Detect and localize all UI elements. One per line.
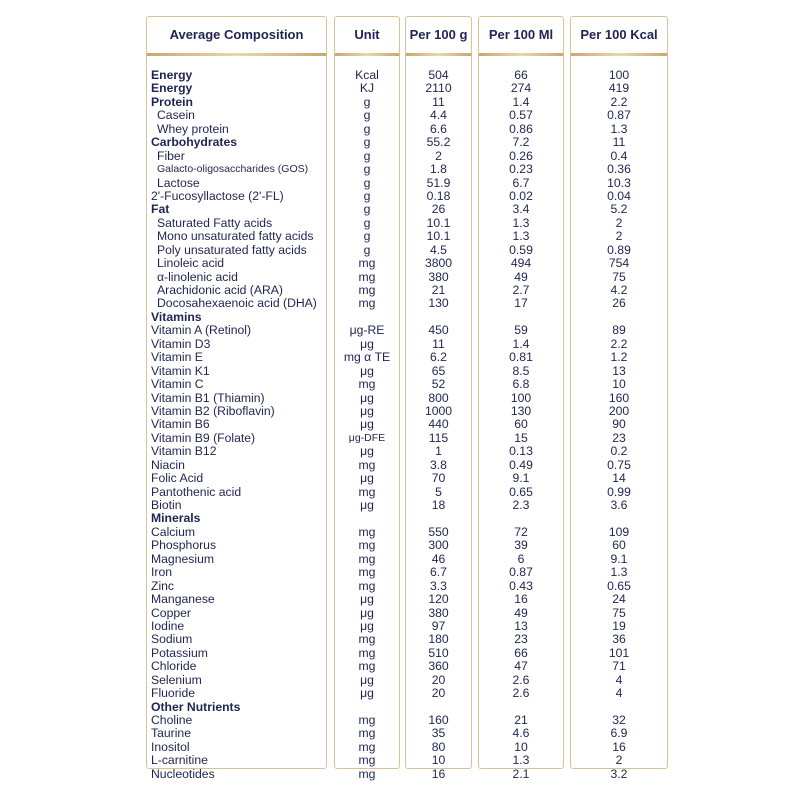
per-100kcal-cell: 0.87 [607,108,631,123]
unit-cell: mg [358,726,376,741]
per-100g-cell: 10.1 [426,229,451,244]
per-100kcal-cell: 0.65 [607,578,631,593]
per-100g-cell: 0.18 [426,188,451,203]
nutrient-name: Galacto-oligosaccharides (GOS) [157,163,309,176]
per-100ml-cell: 2.3 [512,498,530,512]
per-100ml-cell: 1.4 [512,94,530,109]
per-100ml-cell: 130 [510,403,532,418]
per-100kcal-cell: 0.89 [607,242,631,257]
per-100kcal-cell: 3.2 [610,766,628,781]
unit-cell: μg-DFE [348,431,386,444]
header-rule [571,53,667,56]
per-100kcal-cell: 10.3 [607,175,631,190]
nutrient-name: Copper [151,605,191,620]
unit-cell: mg [358,739,376,754]
per-100ml-cell: 6.7 [512,175,530,190]
nutrient-name: Vitamin B2 (Riboflavin) [151,403,275,418]
nutrient-name: Fiber [157,148,185,163]
nutrient-name: Vitamin K1 [151,363,210,378]
per-100kcal-cell: 419 [608,81,630,96]
per-100kcal-cell: 4 [615,672,623,687]
nutrient-name: Iodine [151,618,185,633]
per-100ml-cell: 13 [514,618,528,633]
unit-cell: mg [358,377,376,392]
nutrient-name: Potassium [151,645,208,660]
unit-cell: g [363,175,371,190]
nutrient-name: Carbohydrates [151,135,238,150]
per-100g-cell: 10.1 [426,215,451,230]
per-100kcal-cell: 0.04 [607,188,631,203]
per-100kcal-cell [571,701,667,714]
per-100ml-cell: 66 [514,68,528,82]
per-100kcal-cell: 0.36 [607,162,631,177]
unit-cell [335,701,399,714]
composition-list [147,69,326,781]
per-100g-cell: 300 [428,538,449,553]
per-100g-cell: 70 [431,471,446,486]
per-100ml-cell: 0.13 [509,444,533,459]
per-100ml-cell: 494 [510,256,532,271]
per-100g-cell: 97 [431,618,446,633]
unit-cell: mg [358,713,376,727]
unit-cell: KJ [359,81,375,96]
header-per-100g: Per 100 g [409,27,468,42]
per-100g-cell: 440 [428,417,449,432]
unit-cell: μg [360,498,374,512]
per-100kcal-cell: 2 [615,753,623,768]
unit-cell: g [363,148,371,163]
per-100ml-cell: 0.26 [509,148,533,163]
unit-cell: mg [358,753,376,768]
unit-cell: μg [360,403,374,418]
per-100g-cell: 20 [431,672,446,687]
per-100kcal-cell: 4 [615,686,623,701]
nutrient-name: Nucleotides [151,766,215,781]
nutrient-name: Taurine [151,726,191,741]
per-100ml-cell: 47 [514,659,528,674]
per-100kcal-cell: 16 [612,739,626,754]
unit-cell: mg [358,645,376,660]
per-100g-cell: 1.8 [430,162,447,177]
per-100kcal-cell [571,512,667,525]
unit-cell: μg [360,605,374,620]
column-composition [146,16,327,781]
nutrient-name: Choline [151,713,193,727]
nutrient-name: Fluoride [151,686,196,701]
per-100ml-cell: 2.6 [512,686,530,701]
per-100ml-cell: 2.7 [512,283,530,297]
per-100kcal-cell: 90 [612,417,626,432]
column-unit [334,16,400,781]
per-100kcal-cell: 2 [615,229,623,244]
unit-cell: g [363,188,371,203]
per-100ml-cell: 0.02 [509,188,533,203]
per-100g-cell: 2110 [425,81,452,96]
per-100kcal-cell: 0.4 [610,148,628,163]
nutrient-name: Manganese [151,592,215,607]
nutrient-name: Vitamin B1 (Thiamin) [151,390,265,405]
per-100ml-cell: 72 [514,524,528,539]
per-100ml-cell: 3.4 [512,202,530,217]
per-100g-cell: 20 [431,686,446,701]
per-100ml-cell [479,311,563,324]
per-100g-cell: 26 [431,202,446,217]
per-100ml-cell: 100 [510,390,532,405]
header-per-100kcal: Per 100 Kcal [580,27,658,42]
unit-cell: mg α TE [343,350,391,365]
nutrient-name: α-linolenic acid [157,269,238,284]
per-100kcal-cell: 11 [612,135,626,150]
per-100ml-cell: 0.86 [509,121,533,136]
per-100kcal-cell: 2.2 [610,94,628,109]
per-100g-cell: 504 [428,68,449,82]
per-100g-cell: 6.7 [430,565,447,580]
unit-cell: mg [358,538,376,553]
unit-cell [335,512,399,525]
per-100g-cell: 16 [431,766,446,781]
per-100kcal-cell: 10 [612,377,626,392]
per-100ml-cell: 2.1 [512,766,530,781]
per-100ml-cell: 0.65 [509,484,533,499]
nutrient-name: Fat [151,202,170,217]
unit-cell: μg [360,672,374,687]
unit-cell: μg [360,686,374,701]
unit-list [335,69,399,781]
unit-cell: mg [358,296,376,311]
per-100g-cell: 46 [431,551,446,566]
per-100ml-cell: 6 [517,551,525,566]
per-100ml-cell: 66 [514,645,528,660]
per-100g-cell: 11 [432,336,445,351]
unit-cell: mg [358,457,376,472]
unit-cell: g [363,242,371,257]
per-100ml-cell: 59 [514,323,528,338]
unit-cell: g [363,215,371,230]
per-100ml-cell: 4.6 [512,726,530,741]
per-100kcal-cell: 75 [612,605,626,620]
per-100g-cell: 3800 [424,256,453,271]
nutrient-name: Selenium [151,672,202,687]
per-100kcal-cell: 1.2 [610,350,628,365]
per-100ml-cell: 9.1 [512,471,530,486]
nutrient-name: Vitamin B12 [151,444,217,459]
per-100ml-cell: 16 [514,592,528,607]
unit-cell: mg [358,484,376,499]
per-100g-cell: 3.3 [430,578,447,593]
per-100kcal-cell: 24 [612,592,626,607]
nutrient-name: Chloride [151,659,197,674]
per-100g-cell: 18 [431,498,446,512]
per-100ml-cell [479,701,563,714]
nutrient-name: Vitamin E [151,350,203,365]
nutrient-name: Saturated Fatty acids [157,215,273,230]
per-100ml-cell: 1.3 [512,753,530,768]
per-100ml-list [479,69,563,781]
per-100kcal-cell: 19 [612,618,626,633]
nutrient-name: 2'-Fucosyllactose (2'-FL) [151,188,284,203]
nutrient-name: Other Nutrients [151,699,241,714]
unit-cell: mg [358,551,376,566]
nutrient-name: Energy [151,81,193,96]
per-100g-cell: 380 [428,269,449,284]
per-100ml-cell: 0.57 [509,108,533,123]
unit-cell: g [363,108,371,123]
nutrient-name: Mono unsaturated fatty acids [157,229,314,244]
per-100kcal-cell: 0.2 [610,444,628,459]
per-100g-cell: 160 [428,713,449,727]
nutrient-name: L-carnitine [151,753,208,768]
per-100ml-cell: 7.2 [512,135,530,150]
per-100g-cell: 35 [431,726,446,741]
per-100ml-cell: 274 [510,81,532,96]
per-100kcal-cell: 0.75 [607,457,631,472]
per-100g-cell: 4.4 [430,108,447,123]
unit-cell: mg [358,766,376,781]
nutrient-name: Biotin [151,498,182,512]
per-100kcal-cell: 1.3 [610,121,628,136]
nutrient-name: Iron [151,565,173,580]
nutrient-name: Pantothenic acid [151,484,242,499]
per-100g-cell: 5 [435,484,442,499]
per-100ml-cell: 39 [514,538,528,553]
header-composition: Average Composition [169,27,304,42]
per-100ml-cell: 49 [514,605,528,620]
nutrient-name: Lactose [157,175,200,190]
header-rule [479,53,563,56]
unit-cell: mg [358,269,376,284]
per-100kcal-cell: 36 [612,632,626,647]
unit-cell: g [363,135,371,150]
nutrient-name: Docosahexaenoic acid (DHA) [157,296,317,311]
per-100kcal-cell: 1.3 [610,565,628,580]
nutrient-name: Calcium [151,524,196,539]
unit-cell: g [363,202,371,217]
unit-cell: μg [360,618,374,633]
unit-cell [335,311,399,324]
nutrient-name: Vitamin C [151,377,204,392]
per-100g-cell: 120 [428,592,449,607]
nutrient-name: Protein [151,94,193,109]
header-rule [335,53,399,56]
per-100ml-cell: 1.4 [512,336,530,351]
unit-cell: μg-RE [349,323,385,338]
per-100ml-cell: 2.6 [512,672,530,687]
per-100ml-cell: 1.3 [512,229,530,244]
nutrient-name: Poly unsaturated fatty acids [157,242,307,257]
per-100kcal-cell: 71 [612,659,626,674]
per-100kcal-cell: 26 [612,296,626,311]
per-100ml-cell: 0.59 [509,242,533,257]
unit-cell: g [363,121,371,136]
unit-cell: mg [358,565,376,580]
per-100g-cell: 55.2 [426,135,451,150]
unit-cell: mg [358,578,376,593]
per-100g-cell: 2 [435,148,442,163]
per-100kcal-cell: 60 [612,538,626,553]
unit-cell: μg [360,444,374,459]
per-100kcal-cell: 6.9 [610,726,628,741]
per-100ml-cell: 0.43 [509,578,533,593]
per-100g-cell [406,701,471,714]
per-100g-cell: 21 [431,283,446,297]
per-100g-cell: 1 [435,444,442,459]
per-100kcal-cell: 160 [608,390,630,405]
per-100g-cell: 115 [428,430,449,445]
per-100ml-cell: 10 [514,739,528,754]
per-100ml-cell: 49 [514,269,528,284]
per-100g-cell: 6.2 [430,350,447,365]
per-100kcal-cell: 100 [608,68,630,82]
per-100kcal-cell: 200 [608,403,630,418]
per-100kcal-list [571,69,667,781]
per-100g-cell: 51.9 [426,175,451,190]
per-100g-cell [406,311,471,324]
unit-cell: Kcal [355,68,379,82]
per-100ml-cell: 6.8 [512,377,530,392]
nutrient-name: Casein [157,108,195,123]
header-per-100ml: Per 100 Ml [488,27,554,42]
per-100g-cell: 130 [428,296,449,311]
column-per-100ml [478,16,564,781]
column-per-100kcal [570,16,668,781]
unit-cell: g [363,229,371,244]
per-100g-cell: 450 [428,323,449,338]
nutrient-name: Vitamin D3 [151,336,211,351]
nutrient-name: Vitamins [151,309,202,324]
per-100kcal-cell: 0.99 [607,484,631,499]
per-100kcal-cell: 13 [612,363,626,378]
per-100kcal-cell: 2 [615,215,623,230]
per-100ml-cell: 23 [514,632,528,647]
per-100g-cell: 550 [428,524,449,539]
nutrient-name: Arachidonic acid (ARA) [157,283,283,297]
unit-cell: mg [358,632,376,647]
per-100ml-cell: 17 [514,296,528,311]
per-100g-cell: 11 [432,94,445,109]
per-100g-cell: 360 [428,659,449,674]
nutrient-name: Energy [151,68,193,82]
per-100g-cell: 180 [428,632,449,647]
per-100kcal-cell: 109 [608,524,630,539]
unit-cell: g [363,94,371,109]
unit-cell: μg [360,336,374,351]
per-100g-cell: 10 [431,753,446,768]
unit-cell: g [363,162,371,177]
nutrient-name: Minerals [151,511,201,526]
per-100kcal-cell: 101 [608,645,630,660]
nutrient-name: Vitamin B9 (Folate) [151,430,256,445]
per-100kcal-cell [571,311,667,324]
per-100ml-cell: 1.3 [512,215,530,230]
per-100g-cell: 510 [428,645,449,660]
nutrient-name: Folic Acid [151,471,204,486]
nutrient-name: Niacin [151,457,185,472]
nutrient-name: Sodium [151,632,193,647]
per-100ml-cell: 0.87 [509,565,533,580]
per-100ml-cell: 8.5 [512,363,530,378]
nutrient-name: Magnesium [151,551,214,566]
per-100kcal-cell: 2.2 [610,336,628,351]
per-100kcal-cell: 89 [612,323,626,338]
per-100g-cell: 1000 [424,403,453,418]
per-100kcal-cell: 3.6 [610,498,628,512]
unit-cell: μg [360,471,374,486]
per-100g-list [406,69,471,781]
unit-cell: mg [358,256,376,271]
per-100g-cell: 3.8 [430,457,447,472]
header-unit: Unit [354,27,380,42]
nutrient-name: Vitamin B6 [151,417,210,432]
nutrient-name: Vitamin A (Retinol) [151,323,252,338]
unit-cell: mg [358,524,376,539]
per-100ml-cell: 0.49 [509,457,533,472]
per-100ml-cell: 0.81 [509,350,533,365]
per-100g-cell [406,512,471,525]
per-100ml-cell: 0.23 [509,162,533,177]
per-100g-cell: 4.5 [430,242,447,257]
per-100ml-cell: 21 [514,713,528,727]
per-100g-cell: 52 [431,377,446,392]
nutrient-name: Phosphorus [151,538,217,553]
column-per-100g [405,16,472,781]
per-100kcal-cell: 75 [612,269,626,284]
per-100ml-cell: 15 [514,430,528,445]
per-100ml-cell [479,512,563,525]
unit-cell: μg [360,592,374,607]
per-100kcal-cell: 14 [612,471,626,486]
per-100ml-cell: 60 [514,417,528,432]
nutrient-name: Linoleic acid [157,256,225,271]
nutrient-name: Zinc [151,578,175,593]
unit-cell: μg [360,363,374,378]
per-100kcal-cell: 5.2 [610,202,628,217]
unit-cell: mg [358,283,376,297]
per-100kcal-cell: 32 [612,713,626,727]
unit-cell: μg [360,390,374,405]
unit-cell: μg [360,417,374,432]
per-100g-cell: 65 [431,363,446,378]
per-100g-cell: 80 [431,739,446,754]
per-100kcal-cell: 4.2 [610,283,628,297]
header-rule [147,53,326,56]
per-100kcal-cell: 754 [608,256,630,271]
unit-cell: mg [358,659,376,674]
per-100g-cell: 6.6 [430,121,447,136]
header-rule [406,53,471,56]
per-100kcal-cell: 9.1 [610,551,628,566]
per-100g-cell: 800 [428,390,449,405]
nutrient-name: Inositol [151,739,190,754]
per-100kcal-cell: 23 [612,430,626,445]
nutrient-name: Whey protein [157,121,229,136]
per-100g-cell: 380 [428,605,449,620]
